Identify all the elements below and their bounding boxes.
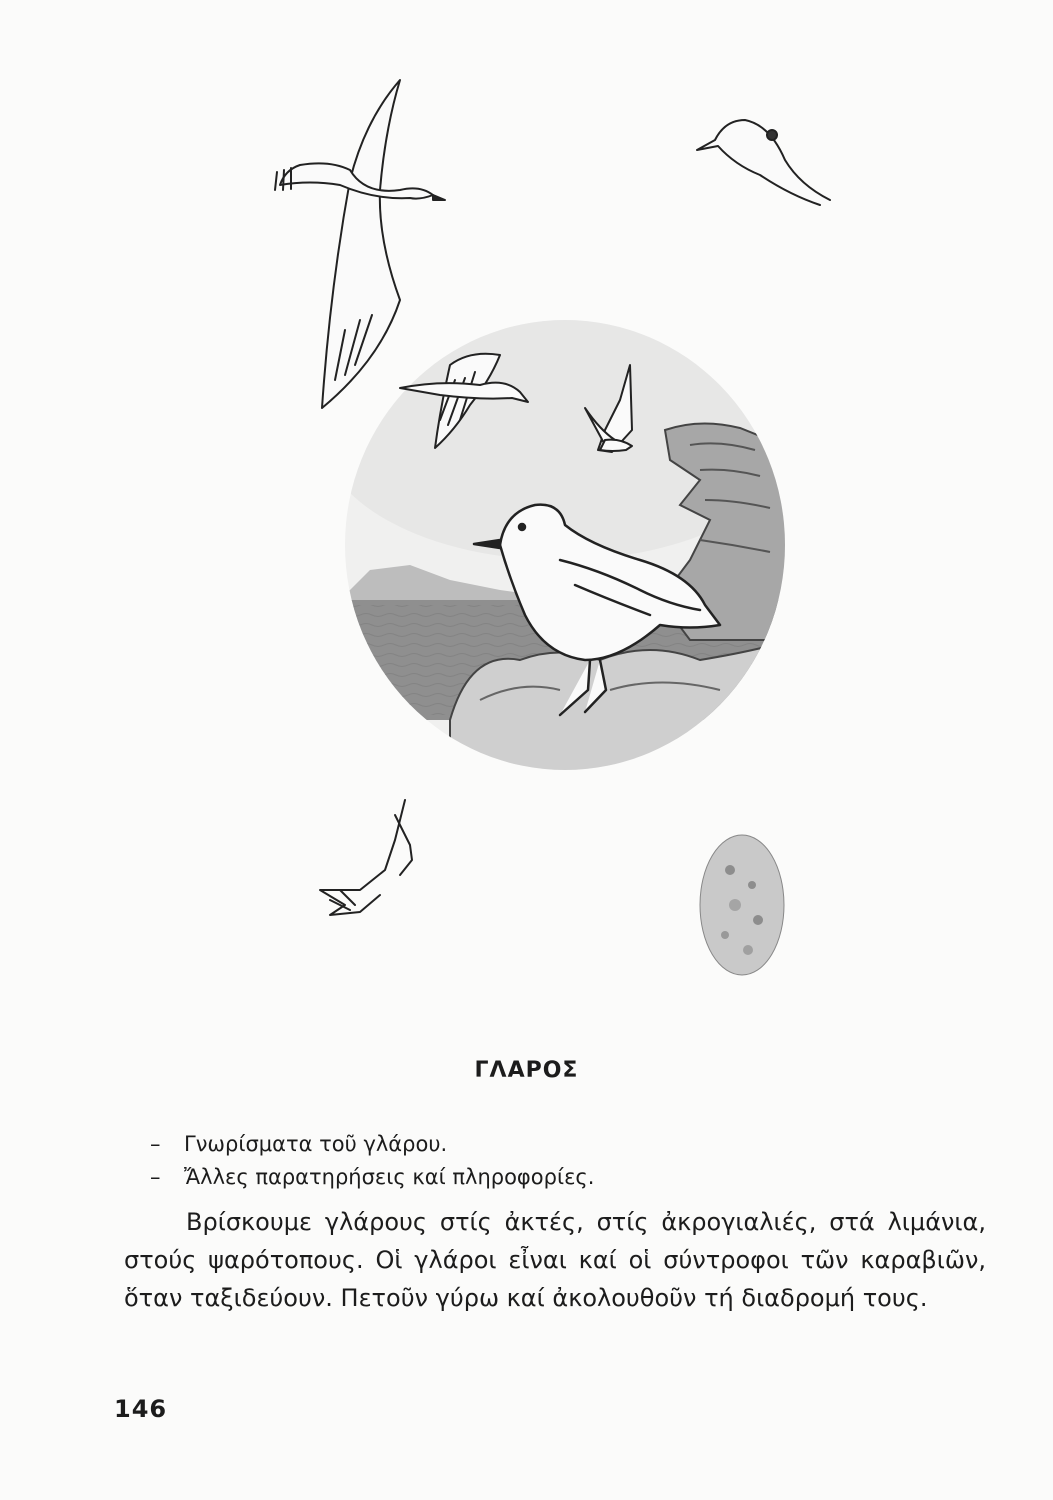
list-item	[150, 1128, 594, 1161]
list-item-text: Γνωρίσματα τοῦ γλάρου.	[184, 1132, 448, 1156]
flying-gull	[275, 80, 445, 408]
bullet-marker: –	[150, 1165, 161, 1189]
page-number: 146	[114, 1395, 168, 1423]
bullet-marker: –	[150, 1132, 161, 1156]
bullet-list	[150, 1128, 594, 1194]
gull-feet	[320, 800, 412, 915]
list-item-text: Ἄλλες παρατηρήσεις καί πληροφορίες.	[184, 1165, 595, 1189]
gull-egg	[700, 835, 784, 975]
gull-head	[697, 120, 830, 205]
list-item	[150, 1161, 594, 1194]
body-paragraph: Βρίσκουμε γλάρους στίς ἀκτές, στίς ἀκρογιαλιές, στά λιμάνια, στούς ψαρότοπους. Οἱ γλάροι εἶναι καί οἱ σύντροφοι τῶν καραβιῶν, ὅταν ταξιδεύουν. Πετοῦν γύρω καί ἀκολουθοῦν τή διαδρομή τους.	[124, 1208, 986, 1312]
page-title: ΓΛΑΡΟΣ	[474, 1058, 579, 1083]
